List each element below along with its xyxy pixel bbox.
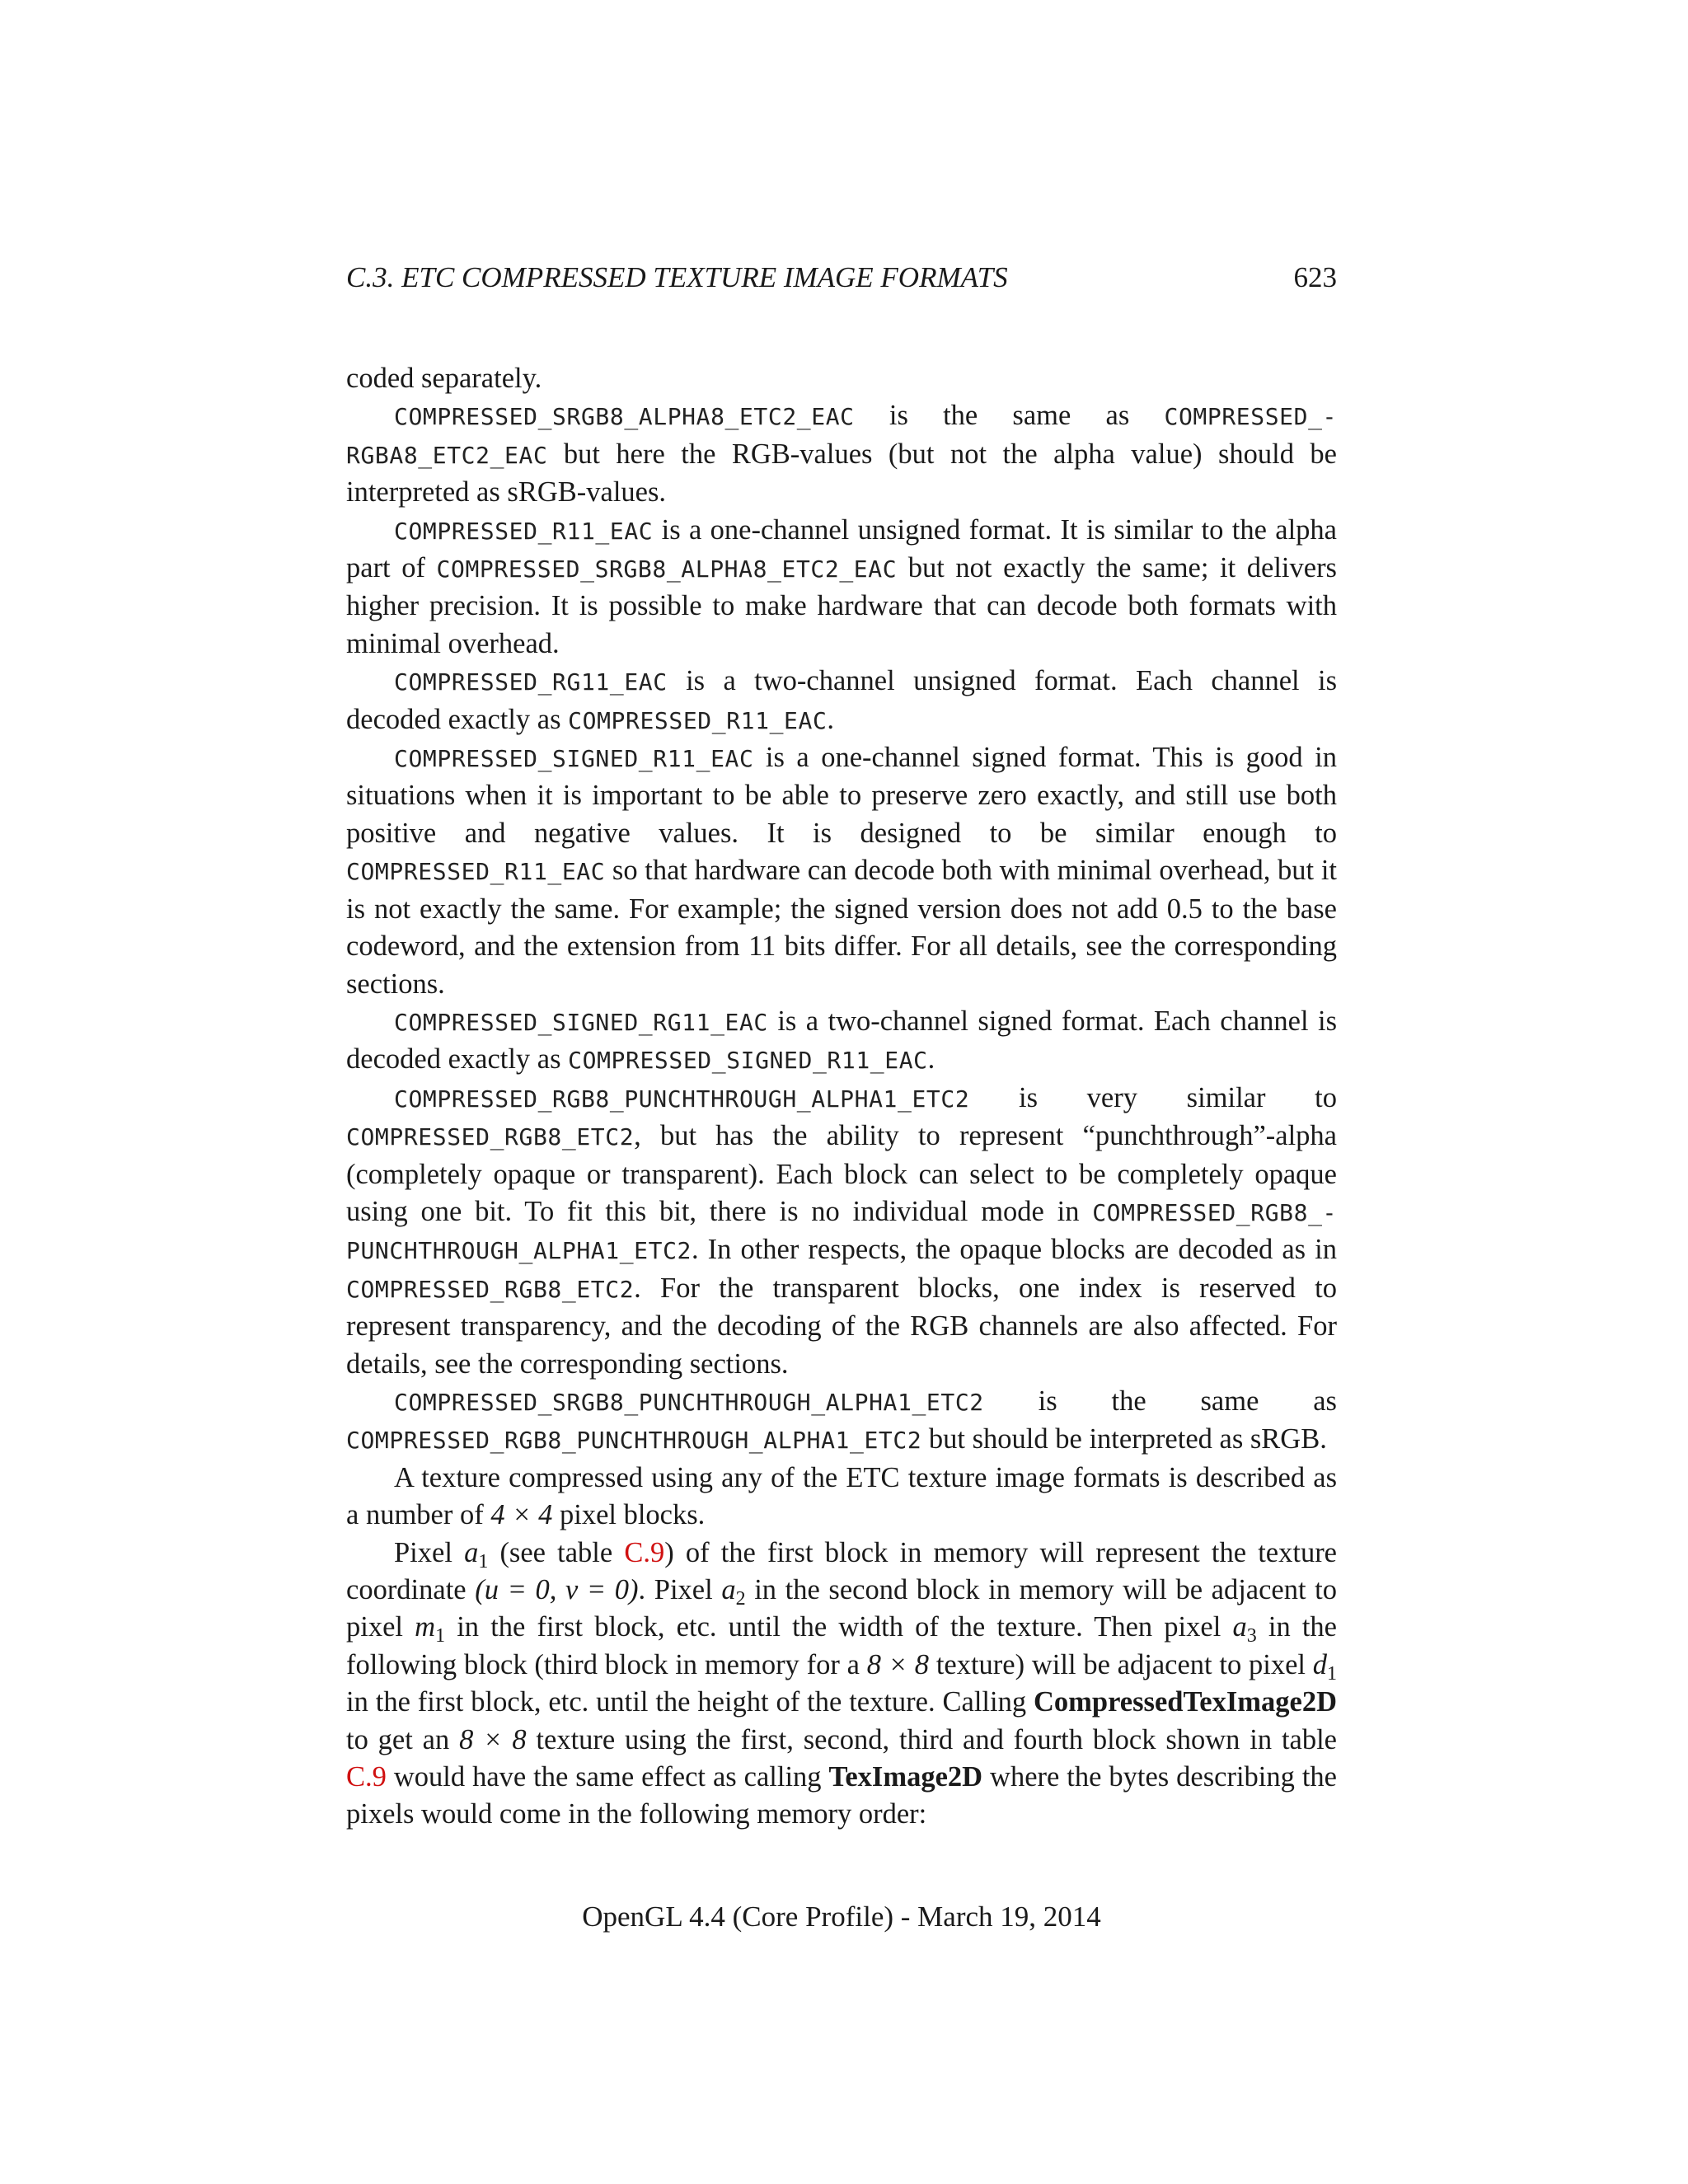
text: is the same as (983, 1385, 1337, 1417)
text: is the same as (854, 400, 1165, 432)
math-subscript: 2 (735, 1588, 746, 1610)
text: but should be interpreted as sRGB. (921, 1423, 1327, 1455)
command-name: TexImage2D (828, 1761, 983, 1793)
paragraph-signed-r11-eac (346, 739, 1337, 1003)
text: , but has the ability to represent “punchthrough”-alpha (completely opaque or transparent). Each block can select to be completely opaque using one bit. To fit this bit, there is no individual mode in (346, 1120, 1337, 1227)
table-reference-link[interactable]: C.9 (624, 1536, 665, 1568)
math-variable: d (1312, 1648, 1328, 1680)
code-token: COMPRESSED_SRGB8_PUNCHTHROUGH_ALPHA1_ETC2 (394, 1388, 984, 1416)
math-subscript: 1 (1327, 1662, 1338, 1685)
paragraph-rg11-eac (346, 663, 1337, 739)
text: texture using the first, second, third and fourth block shown in table (526, 1723, 1337, 1755)
code-token: COMPRESSED_RGB8_ETC2 (346, 1123, 635, 1151)
text: (see table (488, 1536, 625, 1568)
code-token: COMPRESSED_SIGNED_R11_EAC (394, 745, 754, 773)
text: in the first block, etc. until the height of the texture. Calling (346, 1686, 1034, 1718)
math-subscript: 3 (1246, 1625, 1257, 1647)
text: would have the same effect as calling (386, 1761, 829, 1793)
paragraph-srgb8-alpha8 (346, 397, 1337, 511)
code-token: COMPRESSED_SRGB8_ALPHA8_ETC2_EAC (436, 555, 898, 583)
text: is a two-channel unsigned format. Each channel is decoded exactly as (346, 665, 1337, 735)
code-token: COMPRESSED_R11_EAC (346, 858, 606, 886)
text: Pixel (394, 1536, 465, 1568)
text: is a one-channel unsigned format. It is similar to the alpha part of (346, 513, 1337, 584)
text: ) of the first block in memory will represent the texture coordinate (346, 1536, 1337, 1605)
text: is very similar to (969, 1081, 1337, 1113)
code-token: COMPRESSED_R11_EAC (394, 517, 654, 545)
text: . For the transparent blocks, one index is reserved to represent transparency, and the decoding of the RGB channels are also affected. For details, see the corresponding sections. (346, 1272, 1337, 1380)
math-expression: (u = 0, v = 0) (475, 1574, 639, 1605)
running-header (346, 260, 1337, 295)
text: in the following block (third block in memory for a (346, 1611, 1337, 1680)
math-variable: m (415, 1611, 436, 1643)
text: A texture compressed using any of the ETC texture image formats is described as a number of (346, 1461, 1337, 1531)
code-token: COMPRESSED_SIGNED_R11_EAC (568, 1047, 928, 1075)
code-token: COMPRESSED_R11_EAC (568, 706, 828, 734)
paragraph-srgb8-punchthrough (346, 1383, 1337, 1460)
paragraph-memory-order (346, 1535, 1337, 1834)
text: texture) will be adjacent to pixel (929, 1648, 1313, 1680)
paragraph-pixel-blocks (346, 1460, 1337, 1535)
code-token: COMPRESSED_RGB8_PUNCHTHROUGH_ALPHA1_ETC2 (394, 1085, 970, 1113)
text: where the bytes describing the pixels would come in the following memory order: (346, 1761, 1337, 1830)
code-token: COMPRESSED_RGB8_-PUNCHTHROUGH_ALPHA1_ETC2 (346, 1198, 1337, 1265)
code-token: COMPRESSED_RG11_EAC (394, 668, 668, 696)
page-footer: OpenGL 4.4 (Core Profile) - March 19, 2014 (582, 1900, 1101, 1933)
code-token: COMPRESSED_RGB8_PUNCHTHROUGH_ALPHA1_ETC2 (346, 1427, 922, 1455)
paragraph-rgb8-punchthrough (346, 1080, 1337, 1383)
math-expression: 8 × 8 (459, 1723, 527, 1755)
table-reference-link[interactable]: C.9 (346, 1761, 387, 1793)
code-token: COMPRESSED_-RGBA8_ETC2_EAC (346, 403, 1337, 469)
text: so that hardware can decode both with minimal overhead, but it is not exactly the same. For example; the signed version does not add 0.5 to the base codeword, and the extension from 11 bits differ. For all details, see the corresponding sections. (346, 855, 1337, 1000)
body-text (346, 360, 1337, 1834)
code-token: COMPRESSED_SIGNED_RG11_EAC (394, 1008, 768, 1036)
text: in the first block, etc. until the width of the texture. Then pixel (445, 1611, 1233, 1643)
section-title: C.3. ETC COMPRESSED TEXTURE IMAGE FORMATS (346, 261, 1008, 293)
math-subscript: 1 (478, 1550, 489, 1572)
text: coded separately. (346, 363, 542, 394)
text: . (927, 1043, 935, 1076)
paragraph-continuation (346, 360, 1337, 397)
text: is a one-channel signed format. This is good in situations when it is important to be able to preserve zero exactly, and still use both positive and negative values. It is designed to be similar enough to (346, 742, 1337, 849)
text: . Pixel (638, 1574, 722, 1605)
text: in the second block in memory will be adjacent to pixel (346, 1574, 1338, 1643)
text: but not exactly the same; it delivers higher precision. It is possible to make hardware that can decode both formats with minimal overhead. (346, 552, 1337, 659)
math-variable: a (721, 1574, 736, 1605)
paragraph-r11-eac (346, 512, 1337, 663)
text: pixel blocks. (552, 1499, 706, 1531)
code-token: COMPRESSED_RGB8_ETC2 (346, 1275, 635, 1303)
math-expression: 4 × 4 (490, 1499, 553, 1531)
command-name: CompressedTexImage2D (1034, 1686, 1337, 1718)
paragraph-signed-rg11-eac (346, 1003, 1337, 1080)
math-expression: 8 × 8 (866, 1648, 930, 1680)
text: to get an (346, 1723, 460, 1755)
math-subscript: 1 (435, 1625, 446, 1647)
code-token: COMPRESSED_SRGB8_ALPHA8_ETC2_EAC (394, 403, 855, 431)
text: is a two-channel signed format. Each channel is decoded exactly as (346, 1005, 1337, 1076)
text: . In other respects, the opaque blocks are decoded as in (691, 1234, 1337, 1266)
text: but here the RGB-values (but not the alpha value) should be interpreted as sRGB-values. (346, 438, 1337, 509)
page-number: 623 (1293, 261, 1337, 293)
math-variable: a (1232, 1611, 1247, 1643)
text: . (827, 703, 835, 735)
math-variable: a (464, 1536, 479, 1568)
